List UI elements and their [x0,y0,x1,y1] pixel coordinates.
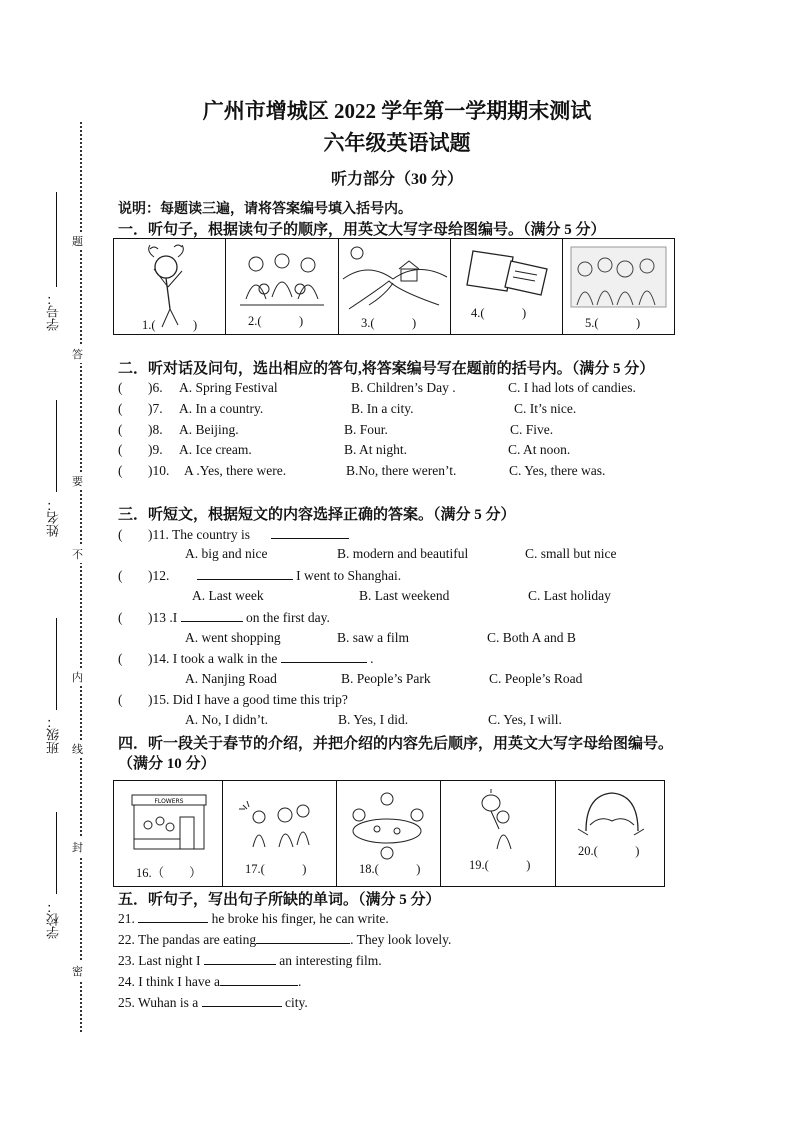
options-11 [185,546,685,562]
seal-char: 不 [72,545,83,563]
seal-char: 内 [72,668,83,686]
question-25 [118,994,308,1011]
question-text: an interesting film. [279,953,382,968]
answer-blank[interactable] [256,931,350,944]
paper-cutting-image [556,781,666,886]
student-number-field[interactable] [56,192,57,287]
options-12 [192,588,692,604]
option-a: A. No, I didn’t. [185,712,268,727]
part4-heading: 四．听一段关于春节的介绍，并把介绍的内容先后顺序，用英文大写字母给图编号。 [118,736,674,752]
question-6: ( )6. A. Spring Festival B. Children’s Day . C. I had lots of candies. [118,380,636,395]
name-label: 姓名： [46,498,61,537]
seal-char: 要 [72,472,83,490]
answer-blank[interactable] [271,526,349,539]
school-label: 学校： [46,900,61,939]
seal-char: 封 [72,838,83,856]
question-13: ( )13 .I on the first day. [118,610,330,625]
binding-dotted-line [80,122,82,1032]
option-b: B. Yes, I did. [338,712,409,727]
question-text: city. [284,995,308,1010]
part4-cell [223,781,337,886]
option-b: B. Last weekend [359,588,450,603]
option-c: C. People’s Road [489,671,583,686]
seal-char: 题 [72,232,83,250]
caption-20: 20.( ) [578,844,640,858]
answer-blank[interactable] [181,609,243,622]
question-15: ( )15. Did I have a good time this trip? [118,692,348,707]
part4-heading-score: （满分 10 分） [118,756,216,772]
class-field[interactable] [56,618,57,710]
part1-cell [339,239,451,334]
shop-sign-text: FLOWERS [154,798,184,805]
option-c: C. Both A and B [487,630,576,645]
question-10: ( )10. A .Yes, there were. B.No, there weren’t. C. Yes, there was. [118,463,606,478]
option-a: A .Yes, there were. [184,463,287,478]
question-23 [118,952,382,969]
answer-blank[interactable] [281,650,367,663]
caption-1: 1.( ) [142,318,198,332]
question-text: . [370,651,374,666]
question-text: he broke his finger, he can write. [211,911,389,926]
section-title: 听力部分（30 分） [330,171,463,188]
question-text: )13 .I [148,610,178,625]
option-b: B. saw a film [337,630,409,645]
question-text: 25. Wuhan is a [118,995,199,1010]
question-text: 22. The pandas are eating [118,932,257,947]
name-field[interactable] [56,400,57,492]
question-9: ( )9. A. Ice cream. B. At night. C. At noon. [118,442,571,457]
part1-picture-table [113,238,675,335]
part4-cell [114,781,223,886]
question-number: )8. [148,422,163,437]
option-b: B. Four. [344,422,388,437]
class-label: 班级： [46,715,61,754]
option-b: B. modern and beautiful [337,546,469,561]
question-14: ( )14. I took a walk in the . [118,651,374,666]
option-a: A. Nanjing Road [185,671,277,686]
question-text: . They look lovely. [350,932,452,947]
question-7: ( )7. A. In a country. B. In a city. C. It’s nice. [118,401,577,416]
question-text: )14. I took a walk in the [148,651,278,666]
answer-blank[interactable] [204,952,276,965]
answer-blank[interactable] [202,994,282,1007]
instructions: 说明：每题读三遍，请将答案编号填入括号内。 [118,202,412,217]
question-number: )9. [148,442,163,457]
options-15 [185,712,685,728]
part2-heading: 二．听对话及问句，选出相应的答句,将答案编号写在题前的括号内。（满分 5 分） [118,361,655,377]
options-13 [185,630,685,646]
caption-17: 17.( ) [245,862,307,876]
option-b: B. People’s Park [341,671,431,686]
part4-cell [441,781,556,886]
answer-blank[interactable] [138,910,208,923]
option-a: A. Last week [192,588,264,603]
question-8: ( )8. A. Beijing. B. Four. C. Five. [118,422,554,437]
option-c: C. Yes, I will. [488,712,562,727]
part4-picture-table [113,780,665,887]
caption-19: 19.( ) [469,858,531,872]
caption-4: 4.( ) [471,306,527,320]
question-11: ( )11. The country is [118,526,349,543]
question-text: 24. I think I have a [118,974,220,989]
option-a: A. Beijing. [179,422,239,437]
option-a: A. In a country. [179,401,264,416]
question-number: )10. [148,463,170,478]
option-b: B. At night. [344,442,408,457]
seal-char: 答 [72,345,83,363]
question-text: . [297,974,302,989]
school-field[interactable] [56,812,57,894]
part1-heading: 一．听句子，根据读句子的顺序，用英文大写字母给图编号。（满分 5 分） [118,222,606,238]
option-a: A. Ice cream. [179,442,252,457]
caption-3: 3.( ) [361,316,417,330]
option-c: C. At noon. [508,442,571,457]
caption-5: 5.( ) [585,316,641,330]
question-text: )15. Did I have a good time this trip? [148,692,348,707]
option-b: B.No, there weren’t. [346,463,457,478]
exam-subtitle: 六年级英语试题 [323,131,471,155]
question-text: on the first day. [246,610,330,625]
question-number: )6. [148,380,163,395]
part1-cell [451,239,563,334]
option-a: A. big and nice [185,546,268,561]
option-c: C. Five. [510,422,554,437]
question-21 [118,910,389,927]
caption-18: 18.( ) [359,862,421,876]
part4-cell [337,781,441,886]
answer-blank[interactable] [220,973,298,986]
option-b: B. In a city. [351,401,414,416]
option-c: C. Last holiday [528,588,611,603]
student-number-label: 学号： [46,292,61,331]
option-b: B. Children’s Day . [351,380,456,395]
option-a: A. went shopping [185,630,281,645]
question-22 [118,931,451,948]
option-c: C. small but nice [525,546,617,561]
question-12: ( )12. I went to Shanghai. [118,568,402,583]
part3-heading: 三．听短文，根据短文的内容选择正确的答案。（满分 5 分） [118,507,516,523]
seal-char: 密 [72,962,83,980]
question-text: I went to Shanghai. [296,568,402,583]
option-c: C. I had lots of candies. [508,380,636,395]
option-c: C. Yes, there was. [509,463,606,478]
caption-2: 2.( ) [248,314,304,328]
options-14 [185,671,685,687]
exam-title: 广州市增城区 2022 学年第一学期期末测试 [202,99,592,123]
part1-cell [563,239,674,334]
part1-cell [226,239,339,334]
question-text: 23. Last night I [118,953,201,968]
question-text: )11. The country is [148,527,250,542]
answer-blank[interactable] [197,567,293,580]
part1-cell [114,239,226,334]
part4-cell [556,781,666,886]
question-text: 21. [118,911,135,926]
question-number: )7. [148,401,163,416]
question-24 [118,973,301,990]
option-a: A. Spring Festival [179,380,278,395]
option-c: C. It’s nice. [514,401,577,416]
question-text: )12. [148,568,170,583]
part5-heading: 五．听句子，写出句子所缺的单词。（满分 5 分） [118,892,441,908]
caption-16: 16.（ ） [136,866,202,880]
seal-char: 线 [72,740,83,758]
